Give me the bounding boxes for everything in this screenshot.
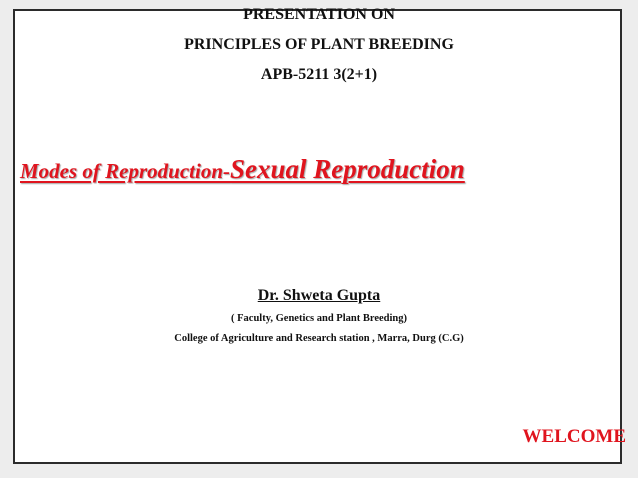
course-title-heading: PRINCIPLES OF PLANT BREEDING [184,36,454,53]
author-affiliation: ( Faculty, Genetics and Plant Breeding) [231,313,407,324]
course-code-heading: APB-5211 3(2+1) [260,66,378,83]
author-name: Dr. Shweta Gupta [257,287,381,304]
welcome-text: WELCOME [522,426,626,447]
main-title-prefix: Modes of Reproduction- [20,159,230,183]
author-college: College of Agriculture and Research station , Marra, Durg (C.G) [174,333,464,344]
main-title [20,154,465,185]
main-title-topic: Sexual Reproduction [230,154,465,184]
presentation-on-heading: PRESENTATION ON [243,6,395,23]
